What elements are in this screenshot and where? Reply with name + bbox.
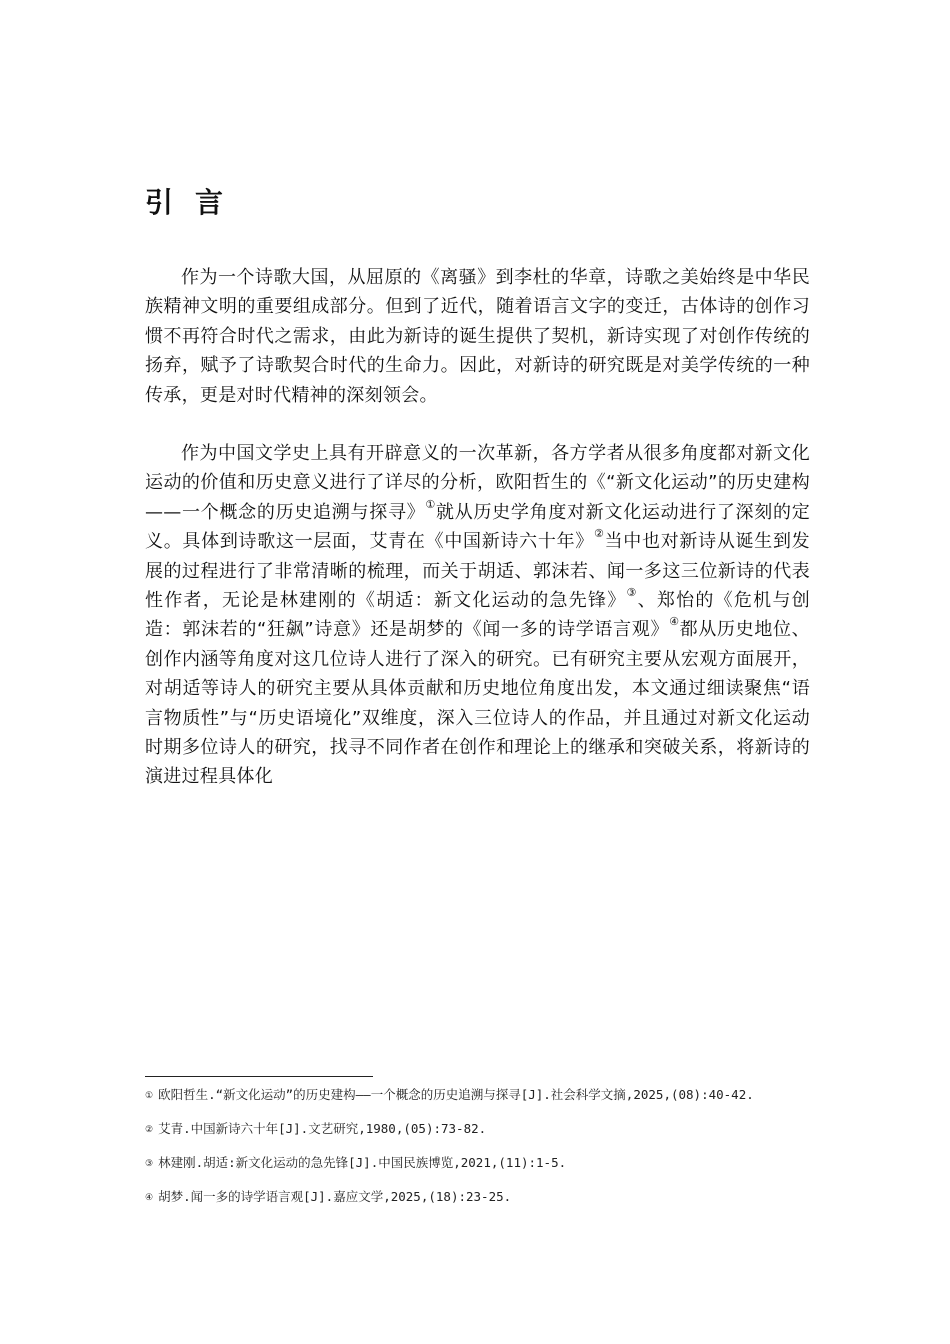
paragraph-2-text-5: 都从历史地位、创作内涵等角度对这几位诗人进行了深入的研究。已有研究主要从宏观方面展开，对胡适等诗人的研究主要从具体贡献和历史地位角度出发，本文通过细读聚焦“语言物质性”与“历史语境化”双维度，深入三位诗人的作品，并且通过对新文化运动时期多位诗人的研究，找寻不同作者在创作和理论上的继承和突破关系，将新诗的演进过程具体化 — [145, 619, 810, 788]
paragraph-1: 作为一个诗歌大国，从屈原的《离骚》到李杜的华章，诗歌之美始终是中华民族精神文明的重要组成部分。但到了近代，随着语言文字的变迁，古体诗的创作习惯不再符合时代之需求，由此为新诗的诞生提供了契机，新诗实现了对创作传统的扬弃，赋予了诗歌契合时代的生命力。因此，对新诗的研究既是对美学传统的一种传承，更是对时代精神的深刻领会。 — [145, 267, 810, 406]
section-heading: 引言 — [145, 186, 246, 219]
paragraph-2-text-4: 、郑怡的《危机与创造：郭沫若的“狂飙”诗意》还是胡梦的《闻一多的诗学语言观》 — [145, 590, 811, 641]
paragraph-2-text-1: 作为中国文学史上具有开辟意义的一次革新，各方学者从很多角度都对新文化运动的价值和历史意义进行了详尽的分析，欧阳哲生的《“新文化运动”的历史建构——一个概念的历史追溯与探寻》 — [145, 443, 810, 523]
paragraph-2-block — [145, 439, 810, 792]
footnote-text-3: 林建刚.胡适:新文化运动的急先锋[J].中国民族博览,2021,(11):1-5. — [158, 1155, 567, 1170]
footnote-text-4: 胡梦.闻一多的诗学语言观[J].嘉应文学,2025,(18):23-25. — [158, 1189, 512, 1204]
paragraph-1-block — [145, 263, 810, 410]
footnote-3 — [145, 1152, 810, 1174]
paragraph-2-text-3: 当中也对新诗从诞生到发展的过程进行了非常清晰的梳理，而关于胡适、郭沫若、闻一多这三位新诗的代表性作者，无论是林建刚的《胡适：新文化运动的急先锋》 — [145, 531, 810, 612]
footnote-divider — [145, 1076, 373, 1077]
footnote-ref-1[interactable]: ① — [425, 497, 436, 511]
footnote-1 — [145, 1084, 810, 1106]
footnote-ref-4[interactable]: ④ — [669, 615, 680, 629]
footnote-ref-2[interactable]: ② — [594, 527, 605, 541]
footnote-mark-4: ④ — [145, 1193, 154, 1203]
footnote-mark-3: ③ — [145, 1159, 154, 1169]
footnote-mark-1: ① — [145, 1091, 154, 1101]
footnote-4 — [145, 1186, 810, 1208]
footnote-text-1: 欧阳哲生.“新文化运动”的历史建构——一个概念的历史追溯与探寻[J].社会科学文摘,2025,(08):40-42. — [158, 1087, 754, 1102]
footnote-mark-2: ② — [145, 1125, 154, 1135]
footnote-ref-3[interactable]: ③ — [626, 586, 638, 600]
paragraph-2 — [145, 439, 810, 792]
footnote-text-2: 艾青.中国新诗六十年[J].文艺研究,1980,(05):73-82. — [158, 1121, 487, 1136]
paragraph-2-text-2: 就从历史学角度对新文化运动进行了深刻的定义。具体到诗歌这一层面，艾青在《中国新诗六十年》 — [145, 501, 811, 553]
footnote-2 — [145, 1118, 810, 1140]
footnotes — [145, 1084, 810, 1220]
